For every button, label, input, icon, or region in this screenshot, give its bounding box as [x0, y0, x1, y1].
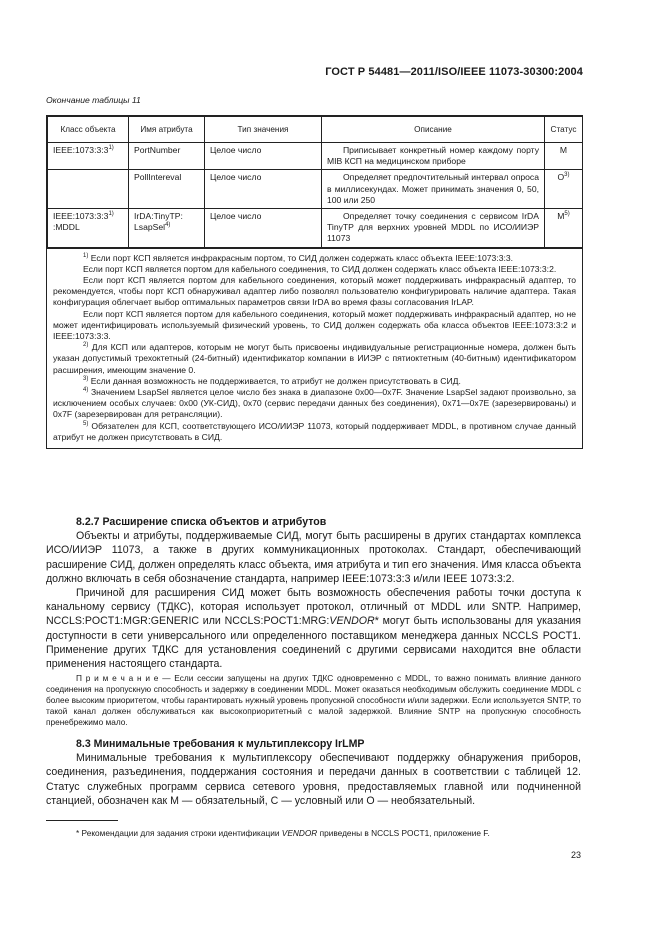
paragraph: Минимальные требования к мультиплексору обеспечивают поддержку обнаружения приборов, соединения, разъединения, поддержания состояния и передачи данных в соответствии с таблицей 12. Статус служебных программ сервиса сетевого уровня, предоставляемых главной или подчиненной станцией, обозначен как M — обязательный, C — условный или O — необязательный.: [46, 752, 581, 807]
attribute-name-cell: IrDA:TinyTP: LsapSel$^{4)}$: [129, 209, 205, 248]
status-cell: M: [545, 143, 583, 170]
attribute-table: [46, 115, 583, 449]
table-note: $^{3)}$ Если данная возможность не поддерживается, то атрибут не должен присутствовать в СИД.: [83, 375, 461, 386]
table-note: Если порт КСП является портом для кабельного соединения, который может поддерживать инфракрасный адаптер, то рекомендуется, чтобы порт КСП обнаруживал адаптер либо позволял пользователю конфигурировать наличие адаптера. Такая конфигурация облегчает выбор оптимальных параметров связи IrDA во время фазы согласования IrLAP.: [53, 275, 576, 308]
status-cell: $O^{3)}$: [545, 170, 583, 209]
attribute-name-cell: PortNumber: [129, 143, 205, 170]
table-row: [48, 209, 583, 248]
footnote: * Рекомендации для задания строки идентификации VENDOR приведены в NCCLS POCT1, приложение F.: [76, 828, 490, 838]
footnote-divider: [46, 820, 118, 821]
paragraph: Объекты и атрибуты, поддерживаемые СИД, могут быть расширены в других стандартах комплекса ИСО/ИИЭР 11073, а также в других коммуникационных протоколах. Стандарт, обеспечивающий расширение СИД, должен определять класс объекта, имя атрибута и тип его значения. Имя класса объекта должно включать в себя обозначение стандарта, например IEEE:1073:3:3 и/или IEEE 1073:3:2.: [46, 530, 581, 585]
table-caption: Окончание таблицы 11: [46, 95, 141, 105]
note-block: [46, 673, 581, 728]
table-header-row: [48, 117, 583, 143]
note-text: — Если сессии запущены на других ТДКС одновременно с MDDL, то важно понимать влияние данного соединения на пропускную способность и задержку в соединении MDDL. Может оказаться необходимым обслужить соединение MDDL с более высоким приоритетом, чтобы гарантировать нужный уровень пропускной способности и/или задержки. Если используется SNTP, то такой канал должен обслуживаться как высокоприоритетный с малой задержкой. Влияние SNTP на пропускную способность пренебрежимо мало.: [46, 673, 581, 727]
section-heading: 8.2.7 Расширение списка объектов и атрибутов: [76, 516, 327, 528]
object-class-cell: IEEE:1073:3:3$^{1)}$ :MDDL: [48, 209, 129, 248]
section-heading: 8.3 Минимальные требования к мультиплексору IrLMP: [76, 738, 365, 750]
table-note: Если порт КСП является портом для кабельного соединения, который может поддерживать инфракрасный адаптер, но не может идентифицировать используемый физический уровень, то СИД должен содержать оба класса объектов IEEE:1073:3:2 и IEEE:1073:3:3.: [53, 308, 576, 342]
table-notes: [47, 248, 582, 448]
table-note: Если порт КСП является портом для кабельного соединения, то СИД должен содержать класс объекта IEEE:1073:3:2.: [83, 263, 557, 274]
description-cell: Приписывает конкретный номер каждому порту MIB КСП на медицинском приборе: [322, 143, 545, 170]
table-note: $^{5)}$ Обязателен для КСП, соответствующего ИСО/ИИЭР 11073, который поддерживает MDDL, в противном случае данный атрибут не должен присутствовать в СИД.: [53, 420, 576, 442]
paragraph: Причиной для расширения СИД может быть возможность обеспечения работы точки доступа к канальному сервису (ТДКС), которая использует протокол, отличный от MDDL или SNTP. Например, NCCLS:POCT1:MGR:GENERIC или NCCLS:POCT1:MRG:VENDOR* могут быть использованы для указания доступности в сети универсального или определенного поставщиком менеджера данных NCCLS POCT1. Применение других ТДКС для установления соединений с другими сервисами находится вне области применения настоящего стандарта.: [46, 587, 581, 671]
table-row: [48, 143, 583, 170]
description-cell: Определяет точку соединения с сервисом IrDA TinyTP для верхних уровней MDDL по ИСО/ИИЭР 11073: [322, 209, 545, 248]
column-header: Класс объекта: [48, 117, 129, 143]
object-class-cell: IEEE:1073:3:3$^{1)}$: [48, 143, 129, 170]
value-type-cell: Целое число: [205, 143, 322, 170]
column-header: Описание: [322, 117, 545, 143]
description-cell: Определяет предпочтительный интервал опроса в миллисекундах. Может принимать значения 0, 50, 100 или 250: [322, 170, 545, 209]
object-class-cell: [48, 170, 129, 209]
value-type-cell: Целое число: [205, 170, 322, 209]
document-header: ГОСТ Р 54481—2011/ISO/IEEE 11073-30300:2004: [325, 66, 583, 78]
page-number: 23: [570, 850, 581, 860]
table-note: $^{2)}$ Для КСП или адаптеров, которым не могут быть присвоены индивидуальные регистрационные номера, должен быть указан допустимый трехоктетный (24-битный) идентификатор компании в ИИЭР с пятиоктетным (40-битным) идентификатором расширения, имеющим значение 0.: [53, 342, 576, 375]
attribute-name-cell: PollIntereval: [129, 170, 205, 209]
column-header: Статус: [545, 117, 583, 143]
column-header: Имя атрибута: [129, 117, 205, 143]
column-header: Тип значения: [205, 117, 322, 143]
section-8-3: [46, 737, 581, 808]
table-row: [48, 170, 583, 209]
table-note: $^{4)}$ Значением LsapSel является целое число без знака в диапазоне 0x00—0x7F. Значение LsapSel задают произвольно, за исключением особых случаев: 0x00 (УК-СИД), 0x70 (сервис передачи данных без соединения), 0x71—0x7E (зарезервированы) и 0x7F (зарезервирован для ретрансляции).: [53, 387, 577, 420]
section-8-2-7: [46, 515, 581, 671]
status-cell: $M^{5)}$: [545, 209, 583, 248]
note-label: П р и м е ч а н и е: [76, 673, 159, 683]
value-type-cell: Целое число: [205, 209, 322, 248]
table-note: $^{1)}$ Если порт КСП является инфракрасным портом, то СИД должен содержать класс объекта IEEE:1073:3:3.: [83, 252, 514, 263]
